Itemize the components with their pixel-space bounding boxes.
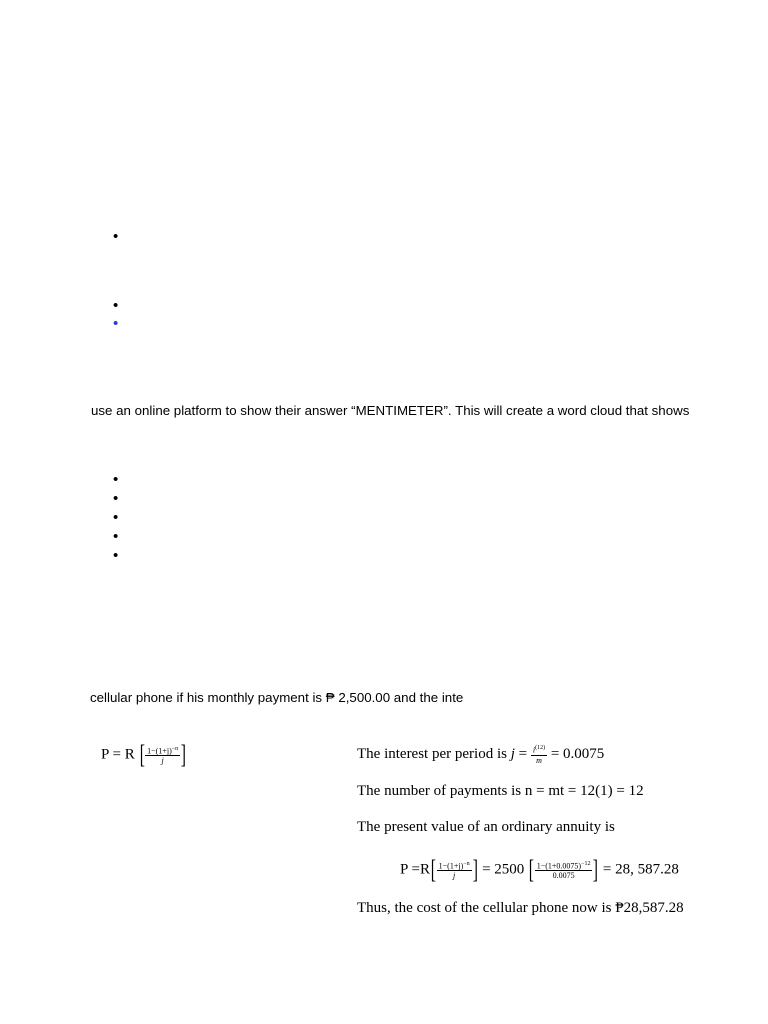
pv-numerator-2: 1−(1+0.0075)	[536, 861, 582, 871]
formula-denominator: j	[161, 756, 164, 766]
mentimeter-text: use an online platform to show their answer “MENTIMETER”. This will create a word cloud that shows	[91, 403, 690, 418]
right-bracket-icon: ]	[180, 740, 187, 769]
pv-result: = 28, 587.28	[602, 861, 679, 878]
left-bracket-icon: [	[528, 855, 534, 884]
left-bracket-icon: [	[430, 855, 436, 884]
pv-denominator-2: 0.0075	[552, 871, 575, 881]
interest-den: m	[536, 755, 542, 765]
right-bracket-icon: ]	[593, 855, 599, 884]
bullet: •	[113, 490, 119, 507]
interest-fraction	[531, 744, 547, 765]
bullet: •	[113, 228, 119, 245]
bullet: •	[113, 471, 119, 488]
pv-equation	[400, 855, 679, 884]
bullet-blue: •	[113, 315, 119, 332]
interest-eq: =	[518, 745, 528, 762]
interest-var: j	[510, 745, 515, 762]
interest-line	[357, 744, 604, 765]
formula-numerator-exp: −n	[171, 745, 179, 752]
pv-mid: = 2500	[482, 861, 525, 878]
pv-fraction-1	[437, 860, 472, 881]
pv-numerator-2-exp: −12	[581, 860, 591, 867]
formula-fraction	[145, 745, 180, 766]
interest-prefix: The interest per period is	[357, 745, 507, 762]
interest-result: = 0.0075	[550, 745, 605, 762]
pv-line: The present value of an ordinary annuity is	[357, 819, 615, 835]
bullet: •	[113, 528, 119, 545]
bullet: •	[113, 509, 119, 526]
interest-num: i	[532, 745, 536, 755]
pv-numerator-1-exp: −n	[463, 860, 470, 867]
payments-line: The number of payments is n = mt = 12(1) = 12	[357, 783, 644, 799]
interest-num-sup: (12)	[535, 745, 546, 751]
formula-numerator: 1−(1+j)	[147, 746, 172, 756]
pv-fraction-2	[535, 860, 593, 881]
bullet: •	[113, 547, 119, 564]
formula-prefix: P = R	[101, 746, 135, 763]
conclusion-line: Thus, the cost of the cellular phone now is ₱28,587.28	[357, 900, 684, 916]
bullet: •	[113, 297, 119, 314]
right-bracket-icon: ]	[472, 855, 478, 884]
annuity-formula	[101, 740, 187, 769]
left-bracket-icon: [	[139, 740, 145, 769]
pv-denominator-1: j	[453, 871, 456, 881]
payment-text: cellular phone if his monthly payment is ₱ 2,500.00 and the inte	[90, 690, 464, 705]
pv-numerator-1: 1−(1+j)	[438, 861, 464, 871]
pv-prefix: P =R	[400, 861, 430, 878]
